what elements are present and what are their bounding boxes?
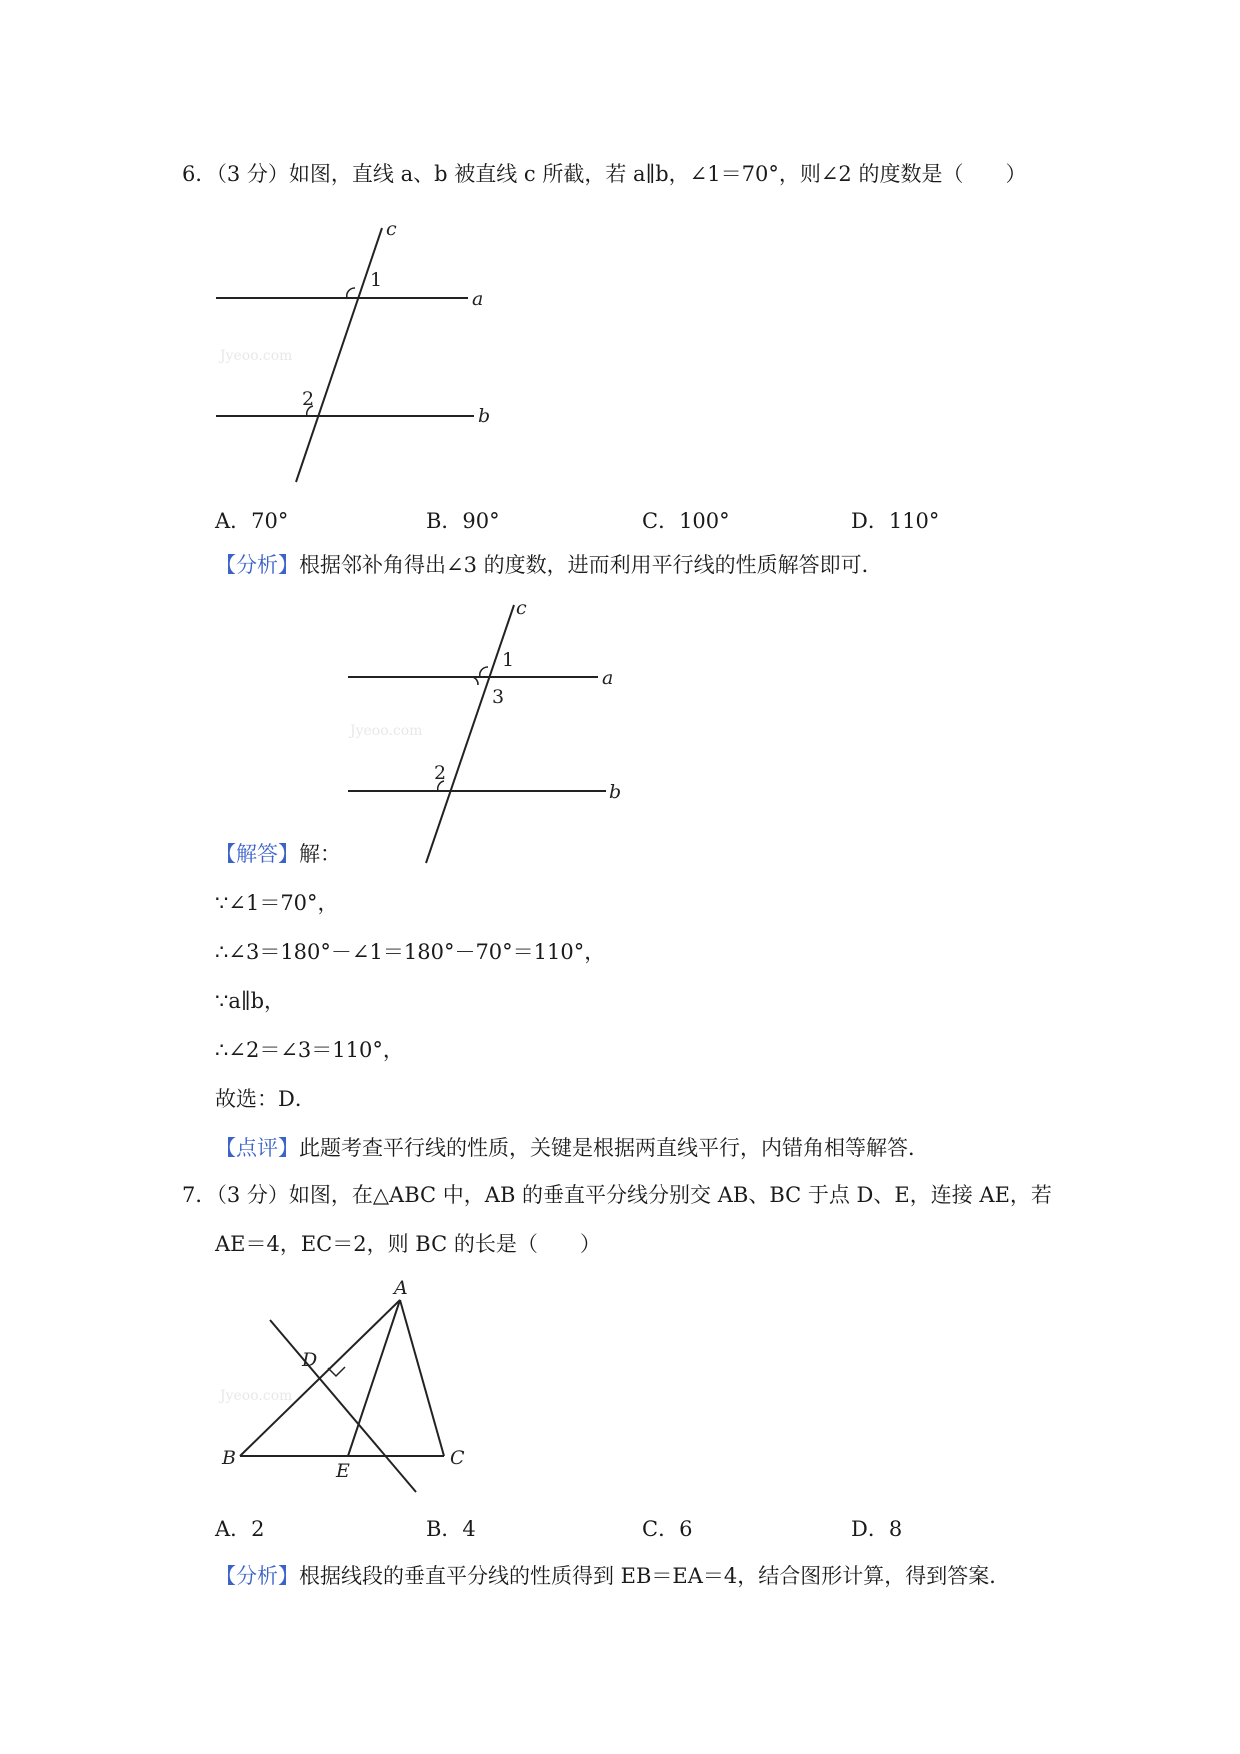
q6-solution-figure: [340, 595, 640, 870]
watermark: Jyeoo.com: [350, 723, 423, 739]
angle-1-arc: [480, 667, 488, 677]
line-c: [296, 228, 382, 482]
label-E: E: [336, 1460, 350, 1482]
q6-step-3: ∵a∥b，: [215, 989, 286, 1013]
q6-analysis: [215, 551, 883, 579]
side-ac: [400, 1300, 444, 1456]
angle-1-arc: [347, 288, 355, 298]
label-B: B: [222, 1447, 236, 1469]
label-1: 1: [502, 649, 515, 671]
q6-option-c[interactable]: C．100°: [642, 509, 730, 533]
q6-step-1: ∵∠1＝70°，: [215, 891, 339, 915]
answer-tag: 【解答】: [215, 842, 299, 866]
analysis-tag: 【分析】: [215, 553, 299, 577]
q7-option-d[interactable]: D．8: [851, 1517, 903, 1541]
label-1: 1: [370, 269, 383, 291]
label-a: a: [472, 288, 484, 310]
label-b: b: [609, 781, 622, 803]
label-c: c: [386, 218, 397, 240]
label-b: b: [478, 405, 491, 427]
q7-option-b[interactable]: B．4: [426, 1517, 476, 1541]
comment-tag: 【点评】: [215, 1136, 299, 1160]
q6-comment: [215, 1134, 929, 1162]
q7-stem-line1: 7．（3 分）如图，在△ABC 中，AB 的垂直平分线分别交 AB、BC 于点 D、E，连接 AE，若: [182, 1183, 1052, 1207]
label-2: 2: [434, 762, 447, 784]
q6-option-a[interactable]: A．70°: [215, 509, 289, 533]
segment-ae: [348, 1300, 400, 1456]
q6-option-b[interactable]: B．90°: [426, 509, 500, 533]
label-a: a: [602, 667, 614, 689]
label-A: A: [394, 1280, 408, 1299]
angle-3-arc: [473, 677, 478, 685]
label-D: D: [302, 1349, 318, 1371]
analysis-text: 根据线段的垂直平分线的性质得到 EB＝EA＝4，结合图形计算，得到答案．: [299, 1564, 1011, 1588]
q6-step-5: 故选：D．: [215, 1087, 316, 1111]
q7-figure-triangle: [210, 1280, 510, 1500]
label-3: 3: [492, 686, 505, 708]
analysis-text: 根据邻补角得出∠3 的度数，进而利用平行线的性质解答即可．: [299, 553, 883, 577]
line-c: [426, 605, 514, 863]
q6-answer-head: [215, 840, 341, 868]
label-2: 2: [302, 388, 315, 410]
q6-figure-parallel-lines: [200, 210, 500, 490]
q7-option-c[interactable]: C．6: [642, 1517, 693, 1541]
answer-head-text: 解：: [299, 842, 341, 866]
q7-stem-line2: AE＝4，EC＝2，则 BC 的长是（ ）: [215, 1232, 601, 1256]
q7-analysis: [215, 1562, 1010, 1590]
q6-step-2: ∴∠3＝180°－∠1＝180°－70°＝110°，: [215, 940, 606, 964]
label-C: C: [450, 1447, 465, 1469]
watermark: Jyeoo.com: [220, 348, 293, 364]
comment-text: 此题考查平行线的性质，关键是根据两直线平行，内错角相等解答．: [299, 1136, 929, 1160]
q6-step-4: ∴∠2＝∠3＝110°，: [215, 1038, 404, 1062]
label-c: c: [516, 597, 527, 619]
q6-stem: 6．（3 分）如图，直线 a、b 被直线 c 所截，若 a∥b，∠1＝70°，则∠2 的度数是（ ）: [182, 162, 1027, 186]
q6-option-d[interactable]: D．110°: [851, 509, 940, 533]
analysis-tag: 【分析】: [215, 1564, 299, 1588]
q7-option-a[interactable]: A．2: [215, 1517, 265, 1541]
watermark: Jyeoo.com: [220, 1388, 293, 1404]
